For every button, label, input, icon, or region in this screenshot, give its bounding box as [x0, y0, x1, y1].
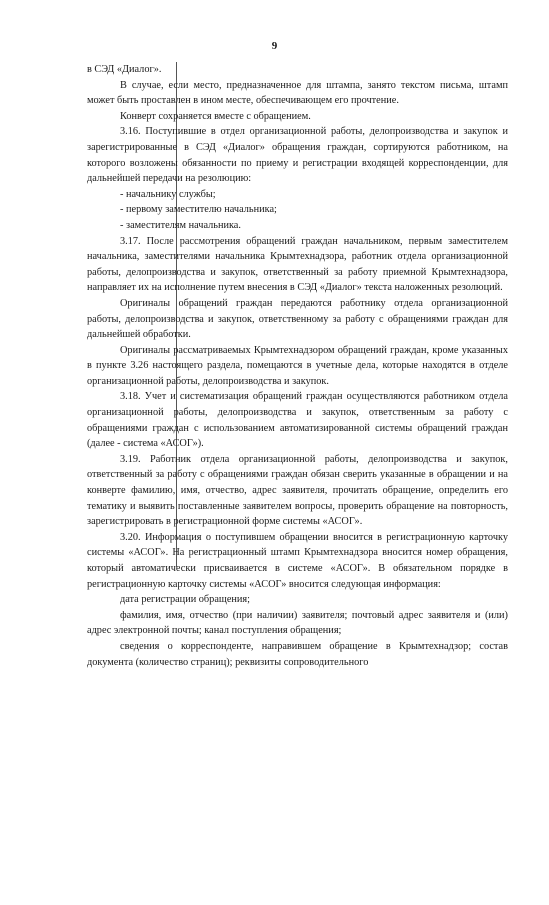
list-item: - заместителям начальника. — [120, 219, 241, 231]
paragraph: сведения о корреспонденте, направившем обращение в Крымтехнадзор; состав документа (количество страниц); реквизиты сопроводительного — [87, 640, 508, 668]
paragraph: Конверт сохраняется вместе с обращением. — [120, 110, 311, 122]
paragraph-3-19: 3.19. Работник отдела организационной работы, делопроизводства и закупок, ответственный за работу с обращениями граждан обязан сверить указанные в обращении и на конверте фамилию, имя, отчество, адрес заявителя, прочитать обращение, определить его тематику и выявить поставленные заявителем вопросы, проверить обращение на повторность, зарегистрировать в регистрационной форме системы «АСОГ». — [87, 453, 508, 528]
list-item: - начальнику службы; — [120, 188, 216, 200]
paragraph: фамилия, имя, отчество (при наличии) заявителя; почтовый адрес заявителя и (или) адрес электронной почты; канал поступления обращения; — [87, 609, 508, 637]
paragraph: дата регистрации обращения; — [120, 594, 251, 606]
list-item: - первому заместителю начальника; — [120, 204, 277, 216]
paragraph-3-20: 3.20. Информация о поступившем обращении вносится в регистрационную карточку системы «АСОГ». На регистрационный штамп Крымтехнадзора вносится номер обращения, который автоматически присваивается в системе «АСОГ». В обязательном порядке в регистрационную карточку системы «АСОГ» вносится следующая информация: — [87, 531, 508, 590]
paragraph: В случае, если место, предназначенное для штампа, занято текстом письма, штамп может быть проставлен в ином месте, обеспечивающем его прочтение. — [87, 79, 508, 107]
paragraph-3-17: 3.17. После рассмотрения обращений граждан начальником, первым заместителем начальника, заместителями начальника Крымтехнадзора, работник отдела организационной работы, делопроизводства и закупок, ответственный за работу приемной Крымтехнадзора, направляет их на исполнение путем внесения в СЭД «Диалог» текста наложенных резолюций. — [87, 235, 508, 294]
document-body — [87, 62, 508, 670]
paragraph-3-18: 3.18. Учет и систематизация обращений граждан осуществляются работником отдела организационной работы, делопроизводства и закупок, ответственным за работу с обращениями граждан с использованием автоматизированной системы обращений граждан (далее - система «АСОГ»). — [87, 391, 508, 450]
paragraph: в СЭД «Диалог». — [87, 64, 162, 75]
paragraph: Оригиналы рассматриваемых Крымтехнадзором обращений граждан, кроме указанных в пункте 3.26 настоящего раздела, помещаются в учетные дела, которые находятся в отделе организационной работы, делопроизводства и закупок. — [87, 344, 508, 387]
page-number: 9 — [271, 40, 278, 52]
paragraph: Оригиналы обращений граждан передаются работнику отдела организационной работы, делопроизводства и закупок, ответственному за работу с обращениями граждан для дальнейшей обработки. — [87, 297, 508, 341]
paragraph-3-16: 3.16. Поступившие в отдел организационной работы, делопроизводства и закупок и зарегистрированные в СЭД «Диалог» обращения граждан, сортируются работником, на которого возложены обязанности по приему и регистрации входящей корреспонденции, для дальнейшей передачи на резолюцию: — [87, 126, 508, 185]
